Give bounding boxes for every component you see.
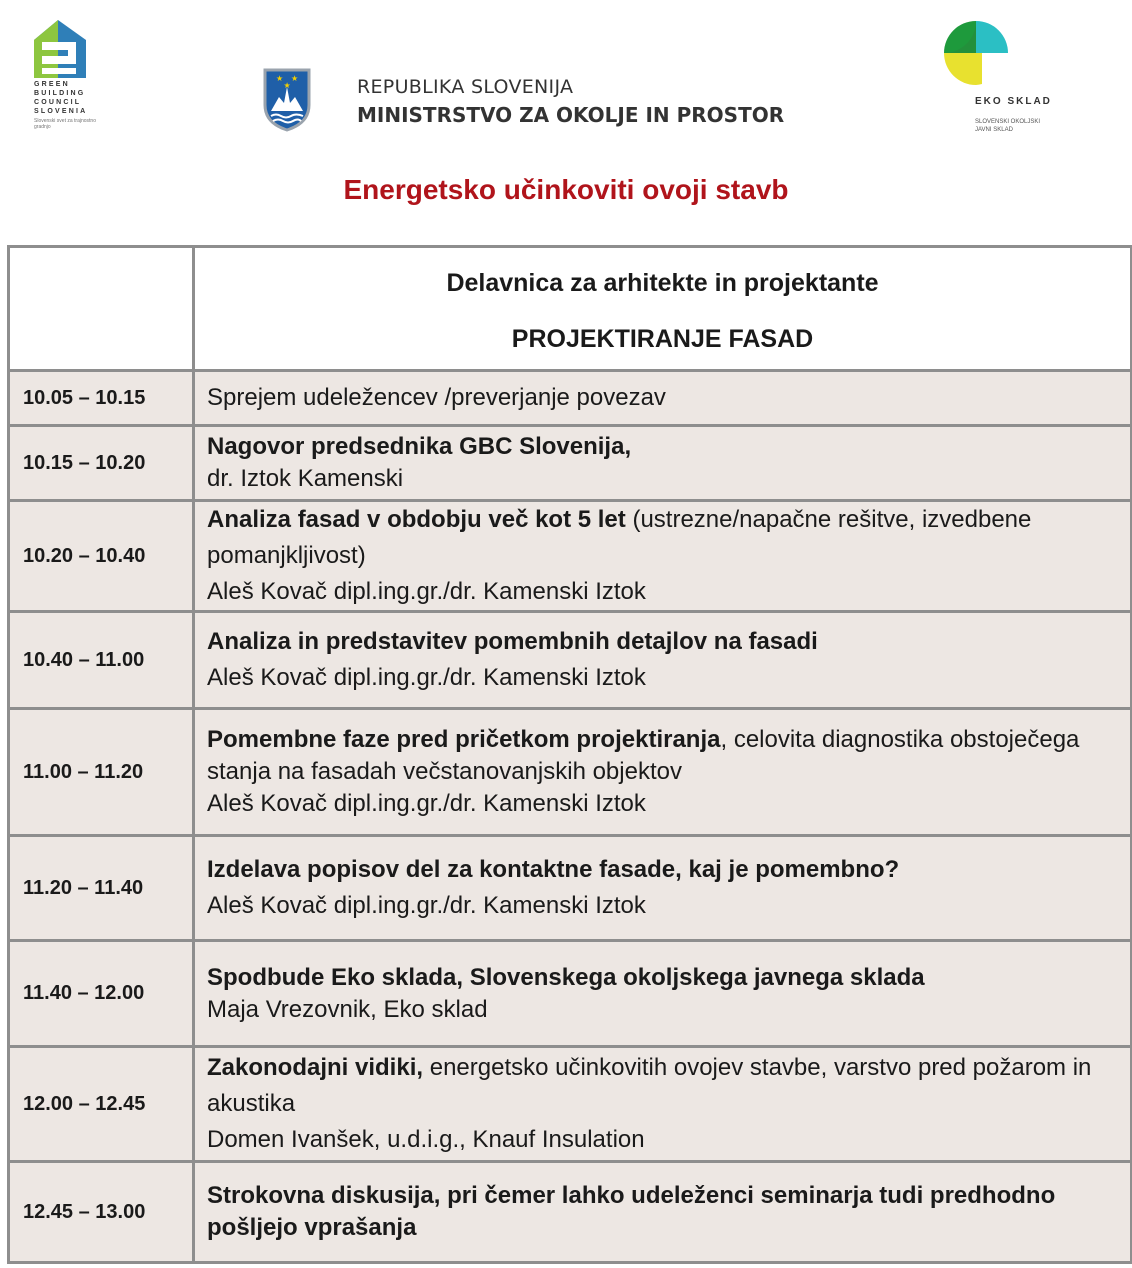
table-row <box>10 424 1130 499</box>
table-header-row <box>10 248 1130 369</box>
row-content <box>195 427 1130 499</box>
row-title: Analiza in predstavitev pomembnih detajlov na fasadi <box>207 628 818 655</box>
row-content <box>195 502 1130 610</box>
row-content <box>195 613 1130 707</box>
row-time: 11.20 – 11.40 <box>10 837 195 939</box>
row-title: Analiza fasad v obdobju več kot 5 let <box>207 506 626 533</box>
row-time: 11.00 – 11.20 <box>10 710 195 834</box>
row-description: , celovita diagnostika obstoječega stanja na fasadah večstanovanjskih objektov <box>207 726 1080 785</box>
row-description: energetsko učinkovitih ovojev stavbe, varstvo pred požarom in akustika <box>207 1054 1092 1117</box>
row-speaker: Aleš Kovač dipl.ing.gr./dr. Kamenski Iztok <box>207 892 646 919</box>
table-row <box>10 834 1130 939</box>
row-time: 10.20 – 10.40 <box>10 502 195 610</box>
row-title: Spodbude Eko sklada, Slovenskega okoljskega javnega sklada <box>207 963 925 991</box>
page-title: Energetsko učinkoviti ovoji stavb <box>343 174 789 205</box>
row-content <box>195 710 1130 834</box>
row-speaker: Maja Vrezovnik, Eko sklad <box>207 995 488 1023</box>
table-row <box>10 610 1130 707</box>
row-speaker: Domen Ivanšek, u.d.i.g., Knauf Insulation <box>207 1126 645 1153</box>
table-row <box>10 499 1130 610</box>
ministry-line2: MINISTRSTVO ZA OKOLJE IN PROSTOR <box>357 103 785 127</box>
table-header-cell <box>195 248 1130 369</box>
ministry-heading <box>357 74 784 130</box>
svg-text:★: ★ <box>276 74 284 83</box>
row-speaker: dr. Iztok Kamenski <box>207 465 404 492</box>
workshop-subtitle: PROJEKTIRANJE FASAD <box>511 324 814 353</box>
workshop-title: Delavnica za arhitekte in projektante <box>446 268 879 297</box>
row-title: Strokovna diskusija, pri čemer lahko udeleženci seminarja tudi predhodno pošljejo vprašanja <box>207 1182 1056 1241</box>
row-speaker: Aleš Kovač dipl.ing.gr./dr. Kamenski Iztok <box>207 578 646 605</box>
eko-sklad-name: EKO SKLAD <box>975 96 1052 107</box>
row-title: Izdelava popisov del za kontaktne fasade, kaj je pomembno? <box>207 856 900 883</box>
row-time: 12.45 – 13.00 <box>10 1163 195 1261</box>
row-content <box>195 1048 1130 1160</box>
coat-of-arms-icon <box>262 67 312 133</box>
eko-sklad-logo <box>944 21 1008 85</box>
table-row <box>10 707 1130 834</box>
table-row <box>10 939 1130 1045</box>
row-time: 10.40 – 11.00 <box>10 613 195 707</box>
eko-sklad-subtitle: SLOVENSKI OKOLJSKI JAVNI SKLAD <box>975 119 1041 133</box>
gbc-logo-text: GREEN BUILDING COUNCIL SLOVENIA <box>34 81 88 115</box>
table-row <box>10 369 1130 424</box>
row-content <box>195 1163 1130 1261</box>
row-content <box>195 372 1130 424</box>
row-description: Sprejem udeležencev /preverjanje povezav <box>207 384 666 411</box>
gbc-logo-subtitle: Slovenski svet za trajnostno gradnjo <box>34 118 96 130</box>
table-row <box>10 1045 1130 1160</box>
table-header-empty-cell <box>10 248 195 369</box>
svg-text:★: ★ <box>291 74 299 83</box>
row-time: 10.05 – 10.15 <box>10 372 195 424</box>
row-time: 10.15 – 10.20 <box>10 427 195 499</box>
row-title: Nagovor predsednika GBC Slovenija, <box>207 433 632 460</box>
svg-text:★: ★ <box>283 81 291 90</box>
row-content <box>195 942 1130 1045</box>
row-content <box>195 837 1130 939</box>
row-time: 12.00 – 12.45 <box>10 1048 195 1160</box>
row-title: Zakonodajni vidiki, <box>207 1054 424 1081</box>
ministry-line1: REPUBLIKA SLOVENIJA <box>357 76 574 98</box>
row-description: (ustrezne/napačne rešitve, izvedbene pomanjkljivost) <box>207 506 1032 569</box>
table-row <box>10 1160 1130 1261</box>
row-speaker: Aleš Kovač dipl.ing.gr./dr. Kamenski Iztok <box>207 790 646 817</box>
row-title: Pomembne faze pred pričetkom projektiranja <box>207 726 721 753</box>
schedule-table <box>7 245 1132 1264</box>
row-time: 11.40 – 12.00 <box>10 942 195 1045</box>
row-speaker: Aleš Kovač dipl.ing.gr./dr. Kamenski Iztok <box>207 664 646 691</box>
